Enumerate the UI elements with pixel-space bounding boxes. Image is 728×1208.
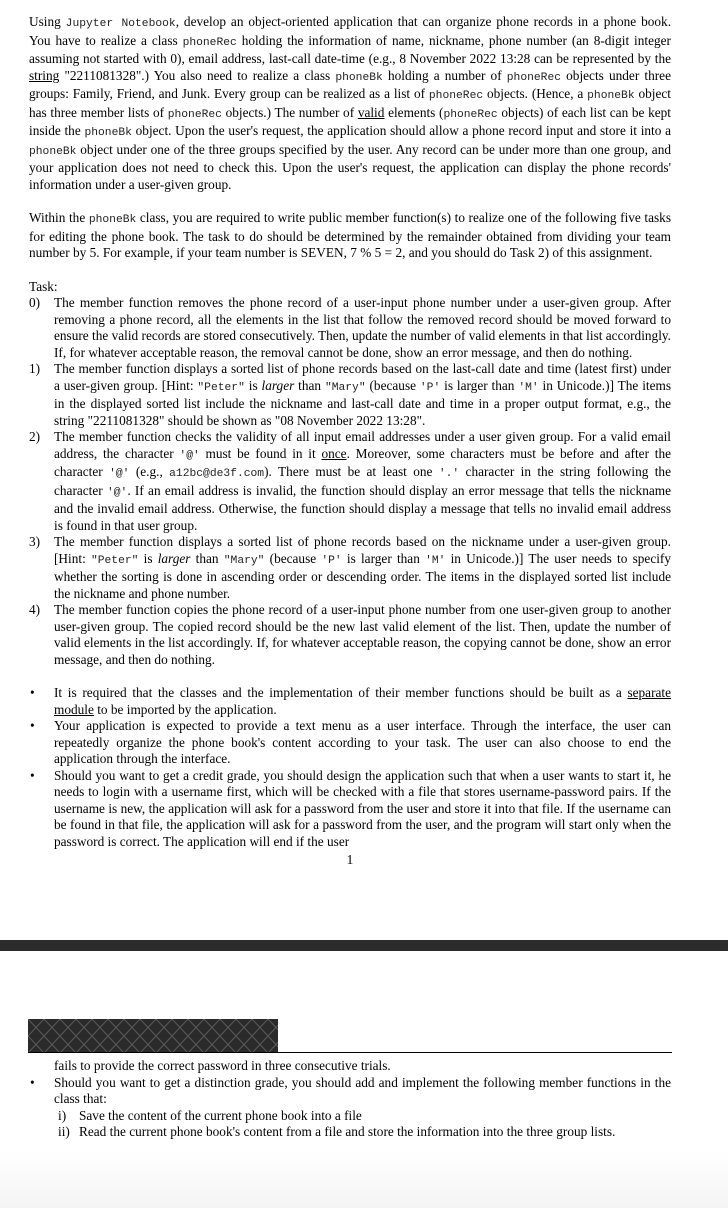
- text: . Moreover, some characters must be before and after the character: [54, 445, 671, 479]
- sub-number: ii): [58, 1124, 70, 1139]
- sub-text: Save the content of the current phone book into a file: [79, 1107, 362, 1123]
- text: class, you are required to write public member function(s) to realize one of the following five tasks for editing the phone book. The task to do should be determined by the remainder obtained from dividing your team number by 5. For example, if your team number is SEVEN, 7 % 5 = 2, and you should do Task 2) of this assignment.: [29, 210, 671, 260]
- code-m: 'M': [518, 381, 539, 394]
- code-phonerec: phoneRec: [428, 90, 484, 102]
- code-phonerec: phoneRec: [506, 71, 562, 84]
- text: is larger than: [440, 377, 519, 393]
- code-jupyter: Jupyter Notebook: [65, 18, 176, 30]
- task-0: [29, 295, 671, 361]
- distinction-bullets: [29, 1075, 671, 1108]
- task-1: [29, 361, 671, 429]
- text: "2211081328".) You also need to realize a class: [59, 67, 336, 83]
- code-phonebk: phoneBk: [587, 90, 635, 102]
- task-number: 2): [29, 429, 41, 444]
- code-phonebk: phoneBk: [84, 127, 132, 139]
- italic-larger: larger: [261, 377, 295, 393]
- task-text: The member function removes the phone record of a user-input phone number under a user-given group. After removing a phone record, all the elements in the list that follow the removed record should be moved forward to ensure the valid records are stored consecutively. Then, update the number of valid elements in that list accordingly. If, for whatever acceptable reason, the removal cannot be done, show an error message, and then do nothing.: [54, 295, 671, 360]
- text: to be imported by the application.: [93, 701, 277, 717]
- sub-item-ii: [29, 1124, 671, 1141]
- text: holding a number of: [382, 67, 507, 83]
- page-1-content: [29, 14, 671, 869]
- redaction-pattern-icon: [28, 1019, 278, 1053]
- text: objects) of each list can be kept inside the: [29, 104, 671, 138]
- sub-number: i): [58, 1107, 67, 1123]
- task-text: The member function copies the phone record of a user-input phone number from one user-given group to another user-given group. The copied record should be the new last valid element of the list. Then, update the number of valid elements in the list accordingly. If, for whatever acceptable reason, the copying cannot be done, show an error message, and then do nothing.: [54, 602, 671, 667]
- code-mary: "Mary": [324, 381, 366, 394]
- header-rule: [28, 1052, 672, 1053]
- text: is: [138, 550, 158, 566]
- text: character in the string following the character: [54, 464, 671, 498]
- page-2-content: [29, 1058, 671, 1141]
- intro-paragraph: [29, 14, 671, 193]
- text: . If an email address is invalid, the function should display an error message that tells the nickname and the invalid email address. Otherwise, the function should display a message that tells no invalid email address is found in that user group.: [54, 482, 671, 533]
- text: in Unicode.)] The items in the displayed sorted list include the nickname and last-call date and time in a proper output format, e.g., the string "2211081328" should be shown as "08 November 2022 13:28".: [54, 377, 671, 428]
- bullet-separate-module: [29, 685, 671, 718]
- text: Your application is expected to provide a text menu as a user interface. Through the interface, the user can repeatedly organize the phone book's content according to your task. The user can also choose to end the application through the interface.: [54, 718, 671, 766]
- text: objects.) The number of: [221, 104, 358, 120]
- code-phonebk: phoneBk: [88, 214, 137, 226]
- bullet-distinction-grade: [29, 1075, 671, 1108]
- distinction-sublist: [29, 1108, 671, 1141]
- requirement-bullets: [29, 685, 671, 850]
- sub-text: Read the current phone book's content from a file and store the information into the three group lists.: [79, 1124, 616, 1139]
- underlined-string: string: [29, 67, 60, 83]
- page-separator-bar: [0, 940, 728, 951]
- code-mary: "Mary": [223, 554, 265, 567]
- text: than: [294, 377, 325, 393]
- text: object has three member lists of: [29, 86, 671, 120]
- code-m: 'M': [425, 554, 446, 567]
- bullet-text-menu: [29, 718, 671, 768]
- text: (because: [365, 377, 420, 393]
- code-at: '@': [179, 449, 200, 462]
- code-phonerec: phoneRec: [182, 36, 237, 49]
- sub-item-i: [29, 1108, 671, 1125]
- code-phonerec: phoneRec: [167, 108, 222, 121]
- code-phonerec: phoneRec: [443, 108, 498, 121]
- underlined-valid: valid: [357, 104, 385, 120]
- task-heading: Task:: [29, 278, 58, 294]
- text: (because: [264, 550, 322, 566]
- text: elements (: [384, 104, 444, 120]
- spacer: [29, 668, 671, 685]
- text: ). There must be at least one: [264, 464, 439, 479]
- underlined-once: once: [321, 445, 347, 461]
- task-number: 0): [29, 295, 41, 310]
- code-at: '@': [109, 468, 130, 480]
- page-number: 1: [346, 852, 354, 867]
- task-4: [29, 602, 671, 668]
- text: The member function checks the validity of all input email addresses under a user given group. For a valid email address, the character: [54, 429, 671, 461]
- text: is larger than: [341, 550, 426, 566]
- task-number: 3): [29, 534, 41, 549]
- underlined-separate-module: separate module: [54, 685, 671, 717]
- text: object under one of the three groups specified by the user. Any record can be under more than one group, and your application does not need to check this. Upon the user's request, the application can display the phone records' information under a user-given group.: [29, 141, 671, 192]
- italic-larger: larger: [157, 550, 191, 566]
- code-peter: "Peter": [90, 554, 139, 567]
- task-3: [29, 534, 671, 602]
- spacer: [29, 262, 671, 279]
- text: object. Upon the user's request, the application should allow a phone record input and store it into a: [131, 123, 672, 138]
- text: The member function displays a sorted list of phone records based on the last-call date and time (latest first) under a user-given group. [Hint:: [54, 361, 671, 393]
- code-p: 'P': [419, 381, 441, 394]
- code-email: a12bc@de3f.com: [169, 468, 265, 480]
- credit-continuation: fails to provide the correct password in three consecutive trials.: [54, 1058, 391, 1073]
- bullet-credit-grade: [29, 768, 671, 851]
- text: holding the information of name, nickname, phone number (an 8-digit integer assuming not started with 0), email address, last-call date-time (e.g., 8 November 2022 13:28 can be represented by the: [29, 32, 671, 66]
- task-2: [29, 429, 671, 534]
- text: Should you want to get a distinction grade, you should add and implement the following member functions in the class that:: [54, 1074, 671, 1106]
- document-page-2: [0, 951, 728, 1208]
- text: must be found in it: [199, 445, 322, 461]
- spacer: [29, 193, 671, 210]
- redacted-header-block: [28, 1019, 278, 1053]
- text: (e.g.,: [129, 464, 170, 479]
- text: objects under three groups: Family, Friend, and Junk. Every group can be realized as a list of: [29, 67, 671, 101]
- code-p: 'P': [321, 554, 342, 567]
- task-number: 1): [29, 361, 41, 376]
- text: , develop an object-oriented application that can organize phone records in a phone book. You have to realize a class: [29, 14, 672, 48]
- text: Within the: [29, 210, 89, 225]
- text: in Unicode.)] The user needs to specify whether the sorting is done in ascending order or descending order. The items in the displayed sorted list include the nickname and phone number.: [54, 550, 671, 601]
- text: Should you want to get a credit grade, you should design the application such that when a user wants to start it, he needs to login with a username first, which will be checked with a file that stores username-password pairs. If the username is new, the application will ask for a password from the user and store it into that file. If the username can be found in that file, the application will ask for a password from the user, and the program will start only when the password is correct. The application will end if the user: [54, 767, 671, 849]
- code-peter: "Peter": [197, 381, 245, 394]
- code-phonebk: phoneBk: [29, 145, 77, 158]
- text: than: [190, 550, 224, 566]
- task-number: 4): [29, 602, 41, 617]
- text: is: [244, 377, 262, 393]
- text: objects. (Hence, a: [483, 86, 588, 101]
- code-at: '@': [106, 486, 128, 499]
- text: Using: [29, 14, 66, 29]
- within-paragraph: [29, 210, 671, 262]
- task-list: [29, 295, 671, 668]
- text: It is required that the classes and the implementation of their member functions should be built as a: [54, 685, 628, 700]
- text: The member function displays a sorted list of phone records based on the nickname under a user-given group. [Hint:: [54, 534, 671, 566]
- code-phonebk: phoneBk: [335, 71, 383, 84]
- code-dot: '.': [438, 468, 460, 480]
